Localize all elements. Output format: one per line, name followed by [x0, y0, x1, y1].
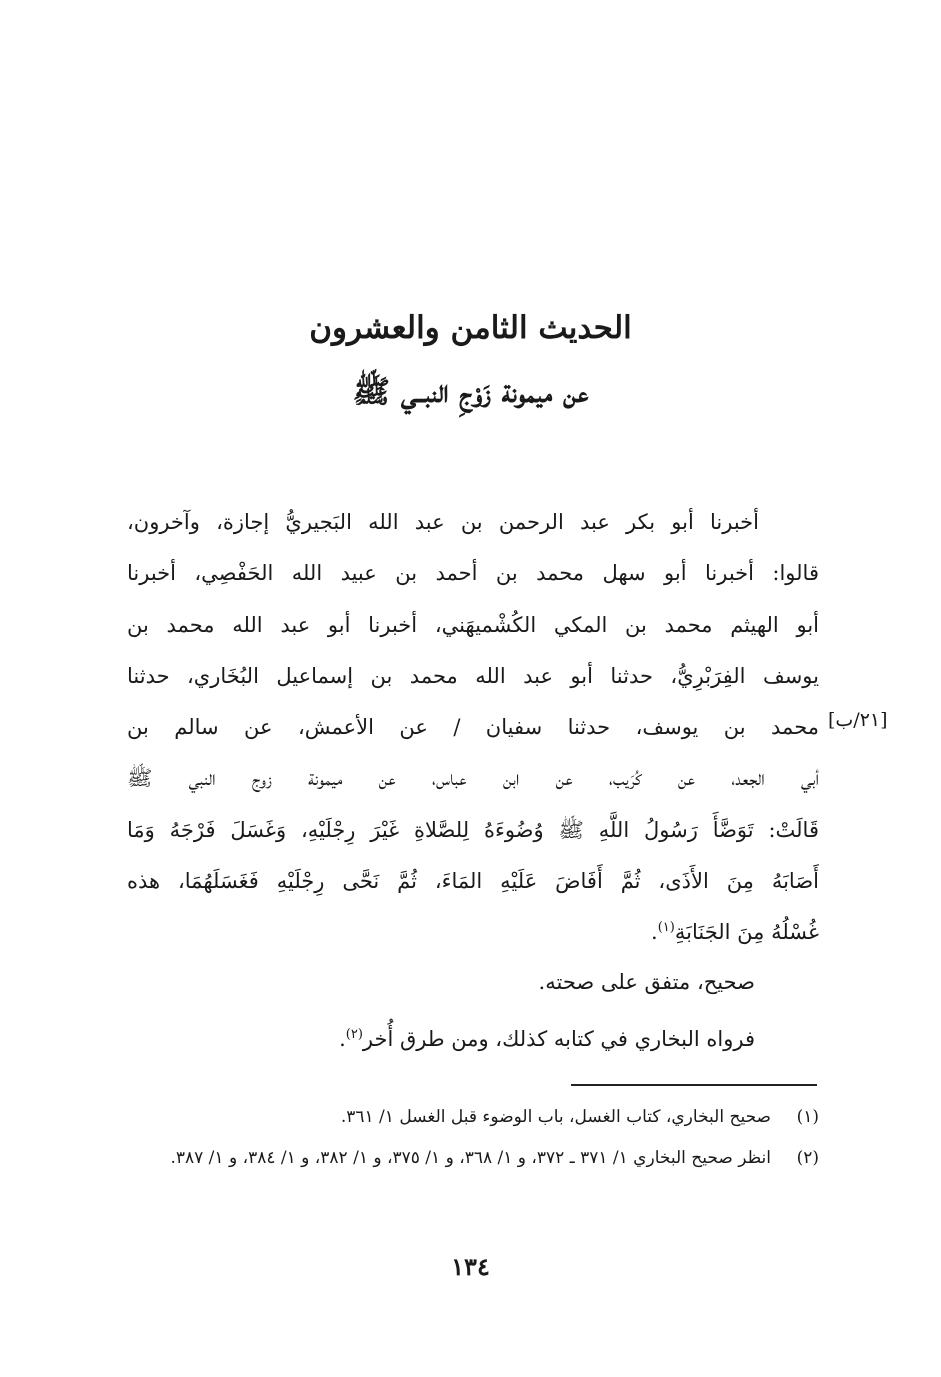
hadith-subtitle: عن ميمونة زَوْجِ النبــي ﷺ: [352, 374, 589, 410]
hadith-title: الحديث الثامن والعشرون: [309, 310, 632, 346]
text-line-last: [127, 907, 819, 958]
narration-note-text: فرواه البخاري في كتابه كذلك، ومن طرق أُخر: [362, 1027, 755, 1051]
text-line: أخبرنا أبو بكر عبد الرحمن بن عبد الله البَجيريُّ إجازة، وآخرون،: [127, 510, 759, 534]
text-line: يوسف الفِرَبْرِيُّ، حدثنا أبو عبد الله محمد بن إسماعيل البُخَاري، حدثنا: [127, 663, 819, 688]
text-line: أبي الجعد، عن كُرَيب، عن ابن عباس، عن ميمونة زوج النبي ﷺ: [127, 766, 819, 791]
page-number: ١٣٤: [451, 1252, 490, 1281]
footnote-reference-1[interactable]: (١): [657, 920, 675, 936]
footnote-1: [127, 1097, 819, 1138]
footnotes: [127, 1097, 819, 1179]
text-line-last-content: غُسْلُهُ مِنَ الجَنَابَةِ: [674, 920, 819, 945]
hadith-verdict: صحيح، متفق على صحته.: [538, 970, 755, 994]
footnote-2: [127, 1138, 819, 1179]
narration-note: [339, 1019, 755, 1059]
footnote-number: (١): [796, 1107, 819, 1127]
footnote-divider: [571, 1084, 817, 1086]
text-line: محمد بن يوسف، حدثنا سفيان / عن الأعمش، عن سالم بن: [127, 715, 819, 740]
sentence-end: .: [651, 920, 658, 945]
hadith-text: [127, 497, 819, 959]
narration-note-end: .: [339, 1027, 346, 1051]
text-line: قَالَتْ: تَوَضَّأَ رَسُولُ اللَّهِ ﷺ وُضُوءَهُ لِلصَّلاةِ غَيْرَ رِجْلَيْهِ، وَغَسَلَ فَرْجَهُ وَمَا: [127, 817, 819, 842]
text-line: أبو الهيثم محمد بن المكي الكُشْميهَني، أخبرنا أبو عبد الله محمد بن: [127, 612, 819, 637]
manuscript-folio-marker: [٢١/ب]: [828, 709, 888, 731]
footnote-text: انظر صحيح البخاري ١/ ٣٧١ ـ ٣٧٢، و ١/ ٣٦٨، و ١/ ٣٧٥، و ١/ ٣٨٢، و ١/ ٣٨٤، و ١/ ٣٨٧.: [170, 1148, 771, 1168]
footnote-reference-2[interactable]: (٢): [345, 1027, 363, 1042]
text-line: أَصَابَهُ مِنَ الأَذَى، ثُمَّ أَفَاضَ عَلَيْهِ المَاءَ، ثُمَّ نَحَّى رِجْلَيْهِ فَغَسَلَهُمَا، هذه: [127, 869, 819, 894]
footnote-number: (٢): [796, 1148, 819, 1168]
text-line: قالوا: أخبرنا أبو سهل محمد بن أحمد بن عبيد الله الحَفْصِي، أخبرنا: [127, 561, 819, 586]
footnote-text: صحيح البخاري، كتاب الغسل، باب الوضوء قبل الغسل ١/ ٣٦١.: [340, 1107, 771, 1127]
